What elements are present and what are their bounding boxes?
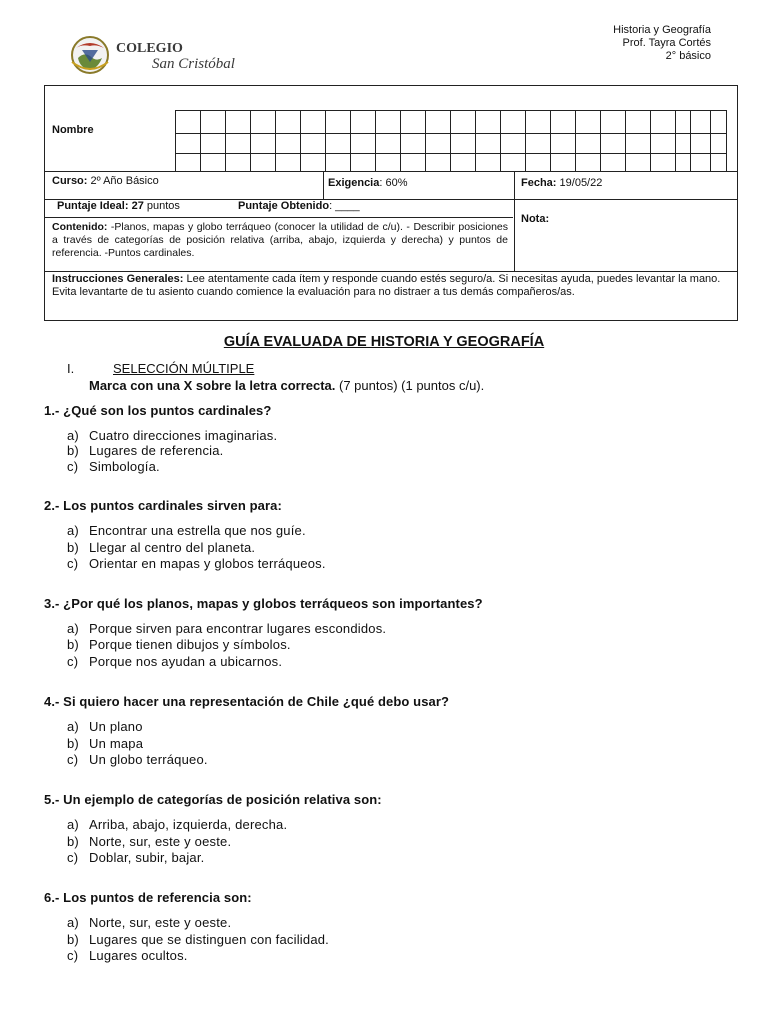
- option[interactable]: c) Porque nos ayudan a ubicarnos.: [67, 654, 283, 669]
- page-title: GUÍA EVALUADA DE HISTORIA Y GEOGRAFÍA: [223, 334, 545, 350]
- option[interactable]: a) Porque sirven para encontrar lugares escondidos.: [67, 621, 387, 636]
- question-5: 5.- Un ejemplo de categorías de posición relativa son:: [44, 792, 382, 807]
- section-title: SELECCIÓN MÚLTIPLE: [113, 361, 255, 376]
- school-crest-icon: [68, 32, 243, 78]
- option[interactable]: b) Lugares de referencia.: [67, 443, 224, 458]
- school-logo: [68, 32, 243, 78]
- option[interactable]: b) Lugares que se distinguen con facilidad.: [67, 932, 329, 947]
- name-grid-lines: [175, 110, 727, 172]
- header-info: [613, 24, 711, 63]
- section-instruction: Marca con una X sobre la letra correcta. (7 puntos) (1 puntos c/u).: [89, 378, 485, 393]
- option[interactable]: a) Norte, sur, este y oeste.: [67, 915, 232, 930]
- puntaje-ideal-field: Puntaje Ideal: 27 puntos: [57, 200, 180, 212]
- school-name-line1: COLEGIO: [116, 41, 183, 56]
- puntaje-obtenido-field[interactable]: Puntaje Obtenido: ____: [238, 200, 360, 212]
- nombre-label: Nombre: [52, 124, 94, 136]
- option[interactable]: a) Cuatro direcciones imaginarias.: [67, 428, 278, 443]
- contenido-text: Contenido: -Planos, mapas y globo terráqueo (conocer la utilidad de c/u). - Describir posiciones a través de categorías de posición relativa (arriba, abajo, izquierda y derecha) y puntos de referencia. -Puntos cardinales.: [52, 221, 508, 259]
- option[interactable]: b) Porque tienen dibujos y símbolos.: [67, 637, 291, 652]
- option[interactable]: c) Doblar, subir, bajar.: [67, 850, 205, 865]
- divider: [323, 171, 324, 199]
- student-info-form: [44, 85, 738, 321]
- divider: [514, 171, 515, 271]
- option[interactable]: b) Un mapa: [67, 736, 144, 751]
- option[interactable]: a) Arriba, abajo, izquierda, derecha.: [67, 817, 288, 832]
- option[interactable]: a) Un plano: [67, 719, 143, 734]
- school-name-line2: San Cristóbal: [152, 56, 235, 72]
- exigencia-field: Exigencia: 60%: [328, 177, 408, 189]
- curso-field: Curso: 2º Año Básico: [52, 175, 159, 187]
- question-3: 3.- ¿Por qué los planos, mapas y globos terráqueos son importantes?: [44, 596, 483, 611]
- question-4: 4.- Si quiero hacer una representación de Chile ¿qué debo usar?: [44, 694, 450, 709]
- teacher-label: Prof. Tayra Cortés: [622, 37, 711, 49]
- section-number: I.: [67, 361, 75, 376]
- fecha-field: Fecha: 19/05/22: [521, 177, 603, 189]
- question-1: 1.- ¿Qué son los puntos cardinales?: [44, 403, 272, 418]
- option[interactable]: c) Lugares ocultos.: [67, 948, 188, 963]
- option[interactable]: b) Llegar al centro del planeta.: [67, 540, 256, 555]
- divider: [45, 217, 513, 218]
- question-6: 6.- Los puntos de referencia son:: [44, 890, 252, 905]
- grade-label: 2° básico: [665, 50, 711, 62]
- option[interactable]: c) Orientar en mapas y globos terráqueos.: [67, 556, 326, 571]
- option[interactable]: c) Un globo terráqueo.: [67, 752, 208, 767]
- instrucciones-text: Instrucciones Generales: Lee atentamente cada ítem y responde cuando estés seguro/a. Si necesitas ayuda, puedes levantar la mano. Evita levantarte de tu asiento cuando comience la evaluación para no distraer a tus demás compañeros/as.: [52, 273, 721, 298]
- question-2: 2.- Los puntos cardinales sirven para:: [44, 498, 282, 513]
- option[interactable]: c) Simbología.: [67, 459, 160, 474]
- name-letter-grid[interactable]: [175, 110, 727, 172]
- subject-label: Historia y Geografía: [613, 24, 711, 36]
- option[interactable]: b) Norte, sur, este y oeste.: [67, 834, 232, 849]
- divider: [45, 271, 737, 272]
- option[interactable]: a) Encontrar una estrella que nos guíe.: [67, 523, 306, 538]
- nota-field[interactable]: Nota:: [521, 213, 550, 225]
